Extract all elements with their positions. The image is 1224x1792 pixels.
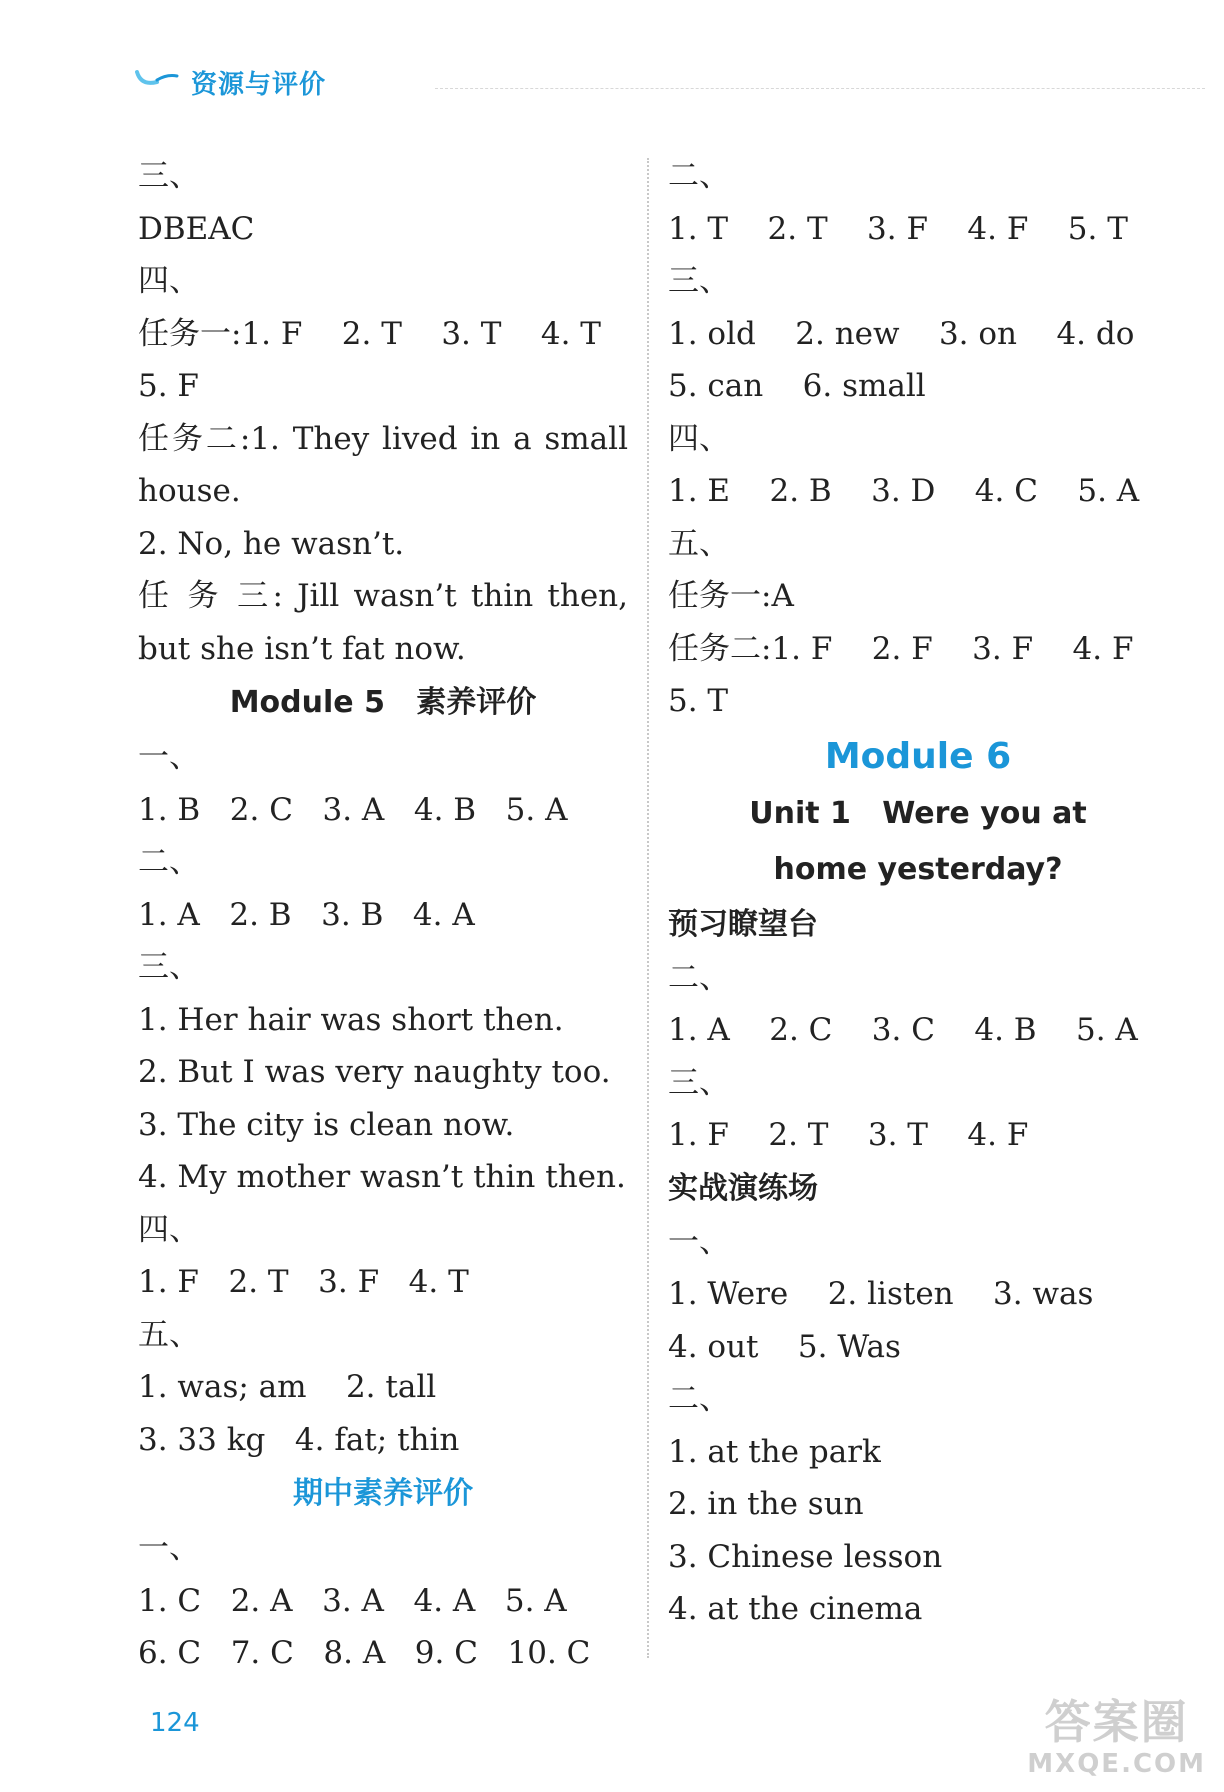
page-header xyxy=(135,62,1205,112)
answer-line: 五、 xyxy=(138,1316,200,1353)
answer-line: DBEAC xyxy=(138,210,255,247)
answer-line: 1. Her hair was short then. xyxy=(138,1001,564,1038)
answer-line: 四、 xyxy=(138,263,200,299)
answer-line: 1. B 2. C 3. A 4. B 5. A xyxy=(138,791,568,828)
answer-line: 1. C 2. A 3. A 4. A 5. A xyxy=(138,1582,567,1619)
header-rule xyxy=(435,88,1205,89)
answer-line: 6. C 7. C 8. A 9. C 10. C xyxy=(138,1635,591,1671)
right-column xyxy=(668,150,1168,1636)
answer-line: house. xyxy=(138,473,241,509)
answer-line: 1. A 2. C 3. C 4. B 5. A xyxy=(668,1012,1138,1048)
answer-line: 5. can 6. small xyxy=(668,368,926,404)
answer-line: 三、 xyxy=(138,158,200,194)
answer-line: 1. Were 2. listen 3. was xyxy=(668,1276,1094,1312)
answer-line: 5. F xyxy=(138,368,199,404)
section-heading: Unit 1 Were you at xyxy=(749,795,1087,831)
answer-line: 三、 xyxy=(668,263,730,299)
subsection-heading: 实战演练场 xyxy=(668,1170,818,1206)
module-heading: Module 6 xyxy=(824,735,1012,777)
answer-line: 二、 xyxy=(668,959,730,996)
answer-line: 1. F 2. T 3. F 4. T xyxy=(138,1264,469,1300)
section-heading: 期中素养评价 xyxy=(293,1476,473,1511)
answer-line: but she isn’t fat now. xyxy=(138,630,466,667)
answer-line: 一、 xyxy=(138,739,200,775)
watermark-line2: MXQE.COM xyxy=(1027,1749,1206,1779)
section-heading: Module 5 素养评价 xyxy=(229,685,537,720)
subsection-heading: 预习瞭望台 xyxy=(668,906,818,942)
answer-line: 1. A 2. B 3. B 4. A xyxy=(138,896,475,933)
answer-line: 2. But I was very naughty too. xyxy=(138,1054,611,1090)
answer-line: 三、 xyxy=(138,949,200,985)
column-divider xyxy=(647,158,649,1658)
answer-line: 2. in the sun xyxy=(668,1486,864,1522)
left-column xyxy=(138,150,628,1680)
answer-line: 任务二:1. They lived in a small xyxy=(138,420,628,457)
answer-line: 1. was; am 2. tall xyxy=(138,1369,437,1405)
answer-line: 1. at the park xyxy=(668,1433,881,1470)
section-heading: home yesterday? xyxy=(773,851,1063,887)
answer-line: 5. T xyxy=(668,683,729,719)
answer-line: 任务二:1. F 2. F 3. F 4. F xyxy=(668,630,1134,667)
answer-line: 3. The city is clean now. xyxy=(138,1106,515,1143)
answer-line: 4. My mother wasn’t thin then. xyxy=(138,1159,626,1195)
answer-line: 三、 xyxy=(668,1064,730,1101)
watermark-logo xyxy=(1027,1695,1206,1779)
answer-line: 2. No, he wasn’t. xyxy=(138,525,405,562)
page-number: 124 xyxy=(150,1708,200,1738)
answer-line: 二、 xyxy=(138,844,200,880)
answer-line: 1. T 2. T 3. F 4. F 5. T xyxy=(668,210,1128,247)
answer-line: 1. old 2. new 3. on 4. do xyxy=(668,315,1135,352)
answer-line: 二、 xyxy=(668,158,730,194)
swoosh-logo-icon xyxy=(135,68,183,92)
answer-line: 二、 xyxy=(668,1381,730,1417)
answer-line: 4. out 5. Was xyxy=(668,1328,901,1365)
answer-line: 4. at the cinema xyxy=(668,1591,923,1627)
answer-line: 任 务 三: Jill wasn’t thin then, xyxy=(138,578,628,614)
answer-line: 任务一:A xyxy=(668,578,794,614)
answer-line: 1. E 2. B 3. D 4. C 5. A xyxy=(668,473,1140,509)
answer-line: 一、 xyxy=(138,1530,200,1566)
answer-line: 1. F 2. T 3. T 4. F xyxy=(668,1117,1029,1153)
header-title: 资源与评价 xyxy=(191,70,327,100)
answer-line: 任务一:1. F 2. T 3. T 4. T xyxy=(138,315,601,352)
answer-line: 一、 xyxy=(668,1223,730,1260)
answer-line: 五、 xyxy=(668,525,730,562)
answer-line: 四、 xyxy=(138,1211,200,1248)
answer-line: 3. Chinese lesson xyxy=(668,1538,943,1575)
answer-line: 3. 33 kg 4. fat; thin xyxy=(138,1421,460,1458)
answer-line: 四、 xyxy=(668,420,730,457)
watermark-line1: 答案圈 xyxy=(1044,1695,1189,1749)
